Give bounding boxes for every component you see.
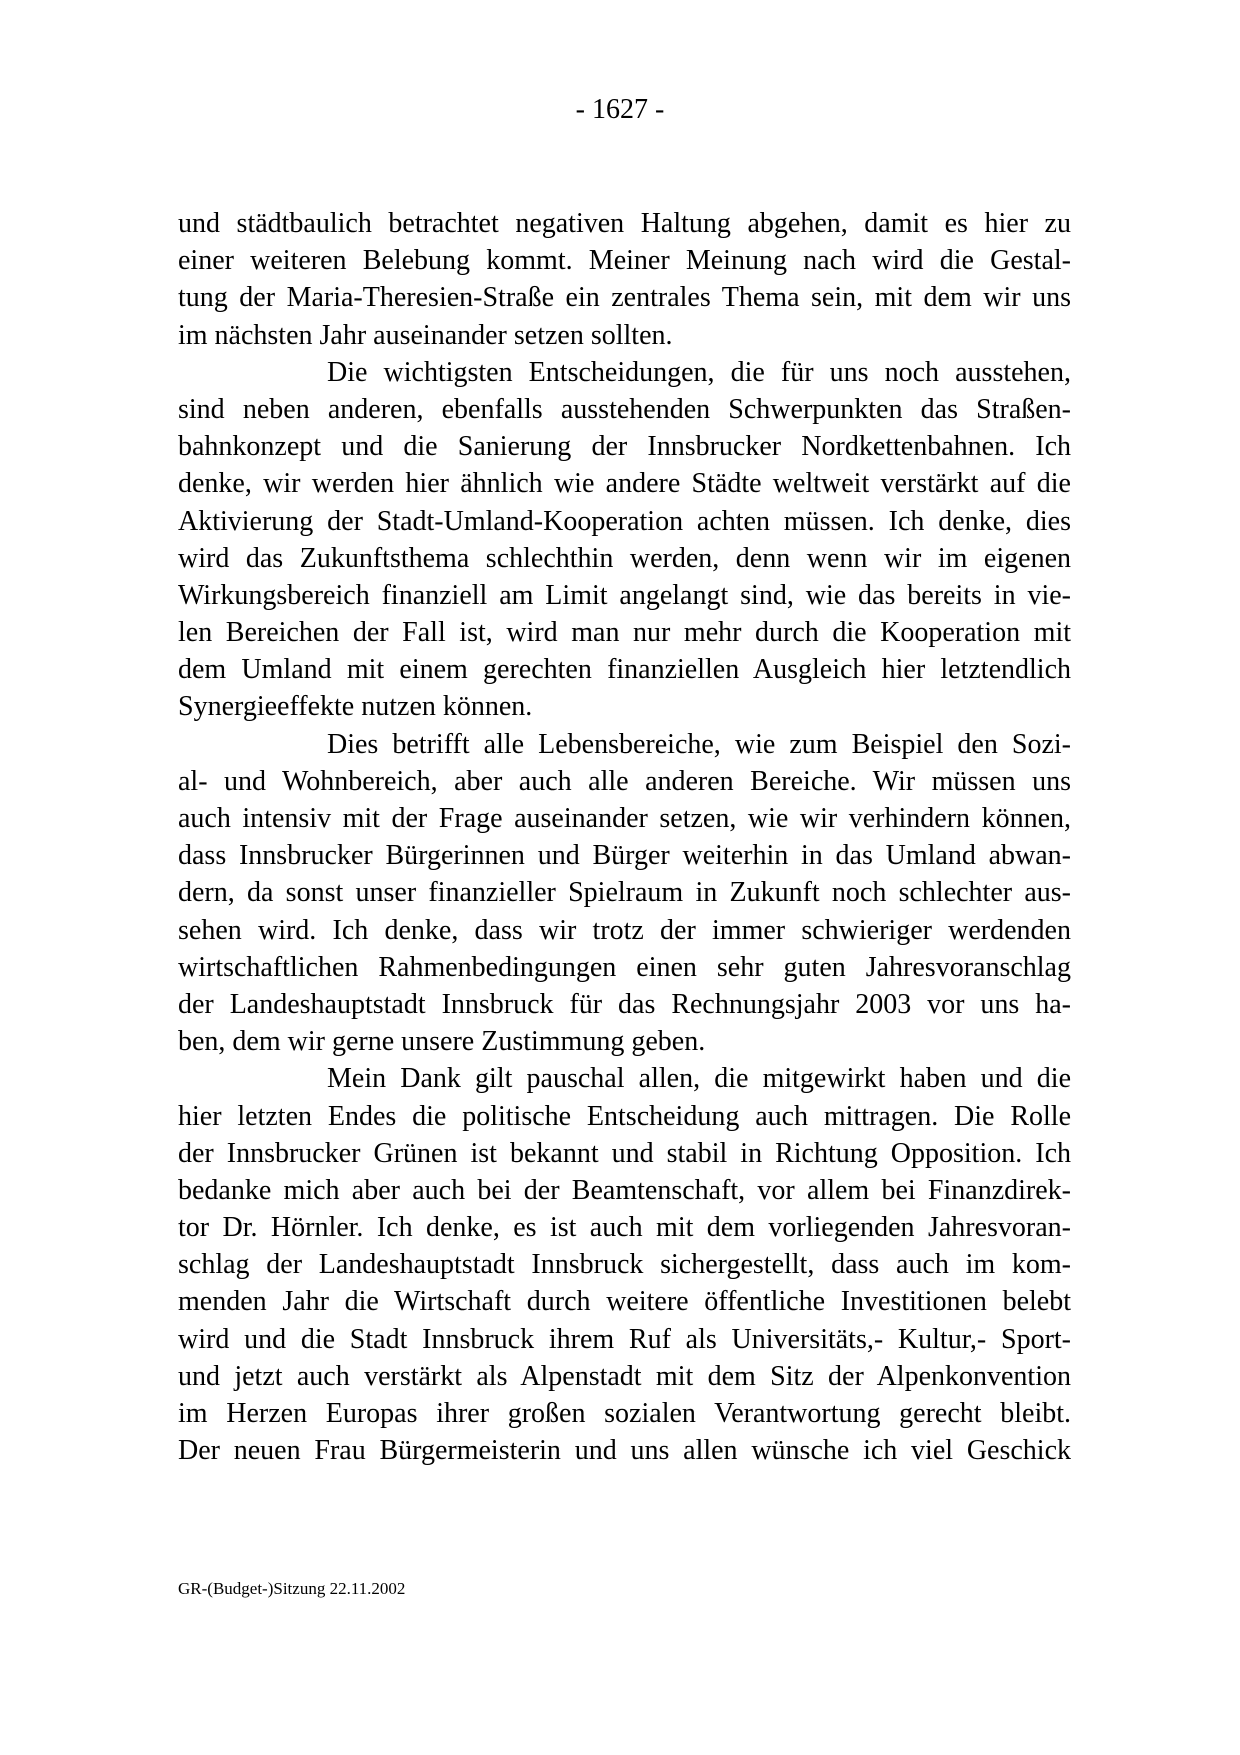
text-line: und jetzt auch verstärkt als Alpenstadt mit dem Sitz der Alpenkonvention [178, 1360, 1071, 1392]
paragraph-1 [178, 205, 1071, 354]
document-footer: GR-(Budget-)Sitzung 22.11.2002 [178, 1579, 406, 1598]
text-line: denke, wir werden hier ähnlich wie andere Städte weltweit verstärkt auf die [178, 468, 1071, 500]
text-line: Der neuen Frau Bürgermeisterin und uns allen wünsche ich viel Geschick [178, 1435, 1071, 1467]
text-line: dern, da sonst unser finanzieller Spielraum in Zukunft noch schlechter aus- [178, 877, 1071, 909]
text-line: und städtbaulich betrachtet negativen Haltung abgehen, damit es hier zu [178, 208, 1071, 239]
text-line: menden Jahr die Wirtschaft durch weitere öffentliche Investitionen belebt [178, 1286, 1071, 1318]
text-line: ben, dem wir gerne unsere Zustimmung geben. [178, 1026, 706, 1058]
paragraph-2 [178, 354, 1071, 726]
text-line: bahnkonzept und die Sanierung der Innsbrucker Nordkettenbahnen. Ich [178, 431, 1071, 463]
text-line: einer weiteren Belebung kommt. Meiner Meinung nach wird die Gestal- [178, 245, 1071, 277]
text-line: schlag der Landeshauptstadt Innsbruck sichergestellt, dass auch im kom- [178, 1249, 1071, 1281]
body-text [178, 205, 1071, 1469]
text-line: Synergieeffekte nutzen können. [178, 691, 533, 723]
text-line: bedanke mich aber auch bei der Beamtenschaft, vor allem bei Finanzdirek- [178, 1174, 1071, 1206]
text-line: Dies betrifft alle Lebensbereiche, wie zum Beispiel den Sozi- [327, 728, 1071, 760]
text-line: im Herzen Europas ihrer großen sozialen Verantwortung gerecht bleibt. [178, 1398, 1071, 1429]
text-line: im nächsten Jahr auseinander setzen sollten. [178, 319, 673, 351]
text-line: Wirkungsbereich finanziell am Limit angelangt sind, wie das bereits in vie- [178, 579, 1071, 611]
text-line: sehen wird. Ich denke, dass wir trotz der immer schwieriger werdenden [178, 914, 1071, 946]
text-line: Mein Dank gilt pauschal allen, die mitgewirkt haben und die [327, 1063, 1071, 1095]
text-line: Aktivierung der Stadt-Umland-Kooperation achten müssen. Ich denke, dies [178, 505, 1071, 537]
text-line: sind neben anderen, ebenfalls ausstehenden Schwerpunkten das Straßen- [178, 393, 1071, 425]
text-line: der Landeshauptstadt Innsbruck für das Rechnungsjahr 2003 vor uns ha- [178, 988, 1071, 1020]
text-line: dass Innsbrucker Bürgerinnen und Bürger weiterhin in das Umland abwan- [178, 840, 1071, 872]
paragraph-4 [178, 1060, 1071, 1469]
text-line: len Bereichen der Fall ist, wird man nur mehr durch die Kooperation mit [178, 617, 1071, 649]
page-number: - 1627 - [575, 94, 665, 125]
text-line: auch intensiv mit der Frage auseinander setzen, wie wir verhindern können, [178, 803, 1071, 834]
text-line: wird das Zukunftsthema schlechthin werden, denn wenn wir im eigenen [178, 542, 1071, 574]
text-line: Die wichtigsten Entscheidungen, die für uns noch ausstehen, [327, 356, 1071, 388]
text-line: al- und Wohnbereich, aber auch alle anderen Bereiche. Wir müssen uns [178, 765, 1071, 797]
text-line: wird und die Stadt Innsbruck ihrem Ruf als Universitäts,- Kultur,- Sport- [178, 1323, 1071, 1355]
text-line: tung der Maria-Theresien-Straße ein zentrales Thema sein, mit dem wir uns [178, 282, 1071, 314]
text-line: dem Umland mit einem gerechten finanziellen Ausgleich hier letztendlich [178, 654, 1071, 686]
text-line: hier letzten Endes die politische Entscheidung auch mittragen. Die Rolle [178, 1100, 1071, 1132]
text-line: wirtschaftlichen Rahmenbedingungen einen sehr guten Jahresvoranschlag [178, 951, 1071, 983]
text-line: tor Dr. Hörnler. Ich denke, es ist auch mit dem vorliegenden Jahresvoran- [178, 1212, 1071, 1244]
paragraph-3 [178, 726, 1071, 1061]
text-line: der Innsbrucker Grünen ist bekannt und stabil in Richtung Opposition. Ich [178, 1137, 1071, 1169]
